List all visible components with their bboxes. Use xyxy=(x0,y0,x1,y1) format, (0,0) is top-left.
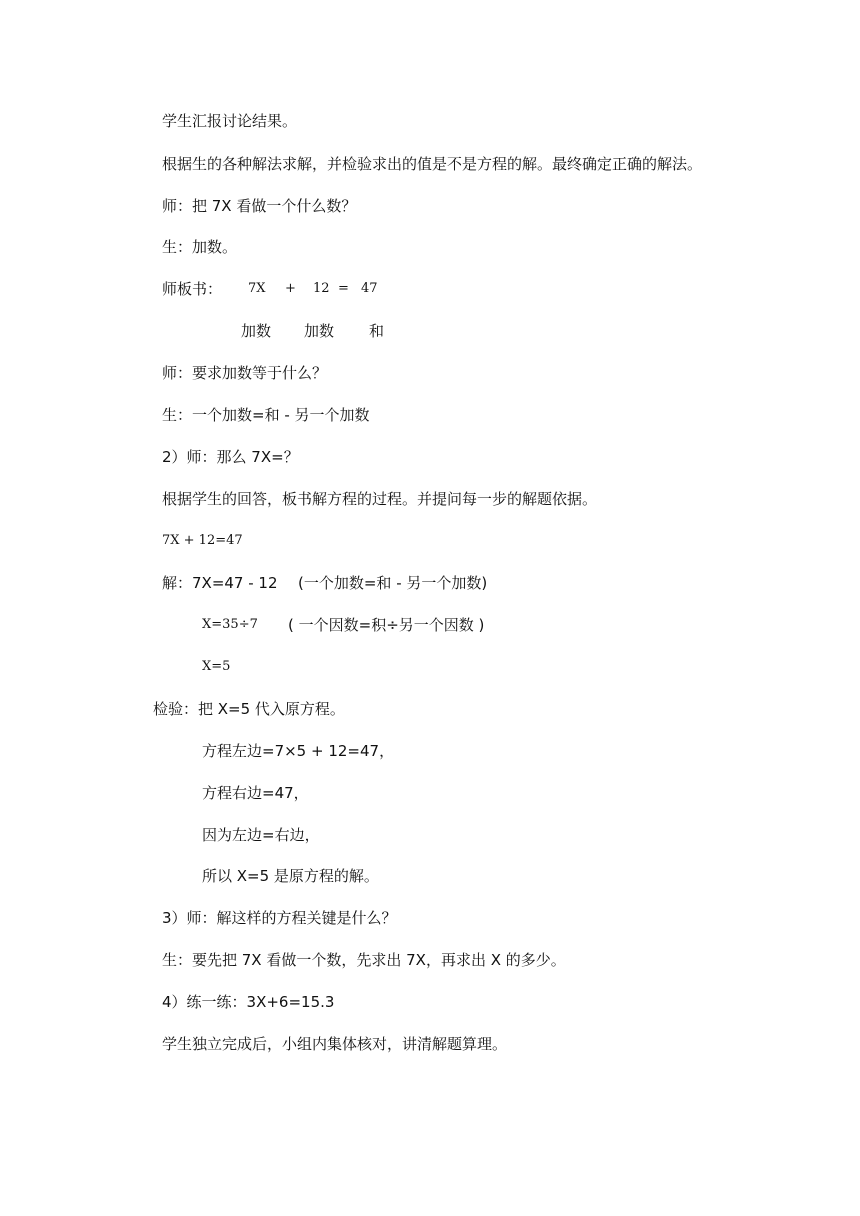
text-line: 学生汇报讨论结果。 xyxy=(162,112,298,130)
text-line: 学生独立完成后，小组内集体核对，讲清解题算理。 xyxy=(162,1035,508,1053)
text-line: 3）师：解这样的方程关键是什么？ xyxy=(162,909,397,927)
text-line: 根据生的各种解法求解，并检验求出的值是不是方程的解。最终确定正确的解法。 xyxy=(162,155,703,173)
solution-reason: ( 一个因数=积÷另一个因数 ) xyxy=(288,616,485,634)
check-line: 因为左边=右边， xyxy=(202,826,320,844)
check-line: 方程左边=7×5 + 12=47， xyxy=(202,742,395,760)
solution-step: X=5 xyxy=(202,659,231,674)
text-line: 2）师：那么 7X=？ xyxy=(162,448,299,466)
check-line: 所以 X=5 是原方程的解。 xyxy=(202,867,379,885)
text-line: 师板书： xyxy=(162,280,223,298)
solution-reason: (一个加数=和 - 另一个加数) xyxy=(298,574,488,592)
equation-term: 47 xyxy=(361,281,378,296)
solution-step: 解：7X=47 - 12 xyxy=(162,574,278,592)
text-line: 4）练一练：3X+6=15.3 xyxy=(162,993,335,1011)
text-line: 生：要先把 7X 看做一个数，先求出 7X，再求出 X 的多少。 xyxy=(162,951,566,969)
equation-operator: + xyxy=(285,281,296,296)
equation-part-label: 加数 xyxy=(304,322,335,340)
equation-term: 7X xyxy=(248,281,266,296)
check-line: 方程右边=47， xyxy=(202,784,309,802)
text-line: 生：一个加数=和 - 另一个加数 xyxy=(162,406,370,424)
equation-part-label: 加数 xyxy=(241,322,272,340)
text-line: 生：加数。 xyxy=(162,238,238,256)
equation-term: 12 xyxy=(313,281,330,296)
equation-line: 7X + 12=47 xyxy=(162,533,243,548)
text-line: 师：把 7X 看做一个什么数？ xyxy=(162,197,357,215)
equation-part-label: 和 xyxy=(369,322,385,340)
text-line: 师：要求加数等于什么？ xyxy=(162,364,328,382)
check-heading: 检验：把 X=5 代入原方程。 xyxy=(153,700,345,718)
equation-operator: = xyxy=(338,281,349,296)
solution-step: X=35÷7 xyxy=(202,617,258,632)
text-line: 根据学生的回答，板书解方程的过程。并提问每一步的解题依据。 xyxy=(162,490,598,508)
